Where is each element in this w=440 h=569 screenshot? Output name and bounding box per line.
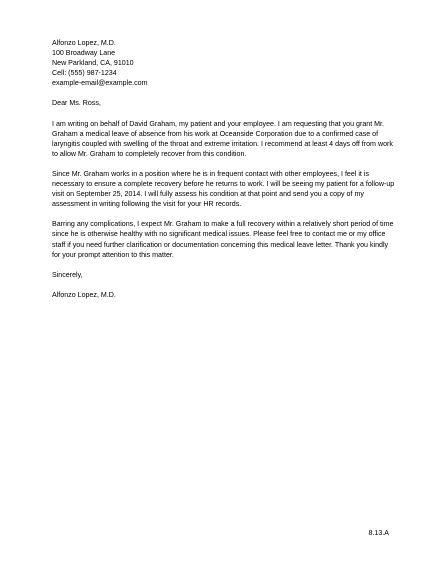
body-paragraph-1: I am writing on behalf of David Graham, my patient and your employee. I am requesting that you grant Mr. Graham a medical leave of absence from his work at Oceanside Corporation due to a confirmed case of laryngitis coupled with swelling of the throat and extreme irritation. I recommend at least 4 days off from work to allow Mr. Graham to completely recover from this condition. bbox=[52, 119, 393, 158]
sender-address-block bbox=[52, 38, 397, 88]
sender-city-state-zip: New Parkland, CA, 91010 bbox=[52, 59, 134, 68]
page-code: 8.13.A bbox=[368, 529, 389, 537]
signature-name: Alfonzo Lopez, M.D. bbox=[52, 290, 116, 299]
sender-street: 100 Broadway Lane bbox=[52, 49, 116, 58]
salutation: Dear Ms. Ross, bbox=[52, 99, 101, 108]
closing: Sincerely, bbox=[52, 270, 83, 279]
sender-name: Alfonzo Lopez, M.D. bbox=[52, 39, 116, 47]
body-paragraph-2: Since Mr. Graham works in a position where he is in frequent contact with other employees, I feel it is necessary to ensure a complete recovery before he returns to work. I will be seeing my patient for a follow-up visit on September 25, 2014. I will fully assess his condition at that point and send you a copy of my assessment in writing following the visit for your HR records. bbox=[52, 169, 395, 209]
sender-cell: Cell: (555) 987-1234 bbox=[52, 69, 117, 78]
sender-email: example-email@example.com bbox=[52, 79, 148, 88]
body-paragraph-3: Barring any complications, I expect Mr. Graham to make a full recovery within a relatively short period of time since he is otherwise healthy with no significant medical issues. Please feel free to contact me or my office staff if you need further clarification or documentation concerning this medical leave letter. Thank you kindly for your prompt attention to this matter. bbox=[52, 220, 394, 259]
letter-body bbox=[52, 38, 397, 300]
